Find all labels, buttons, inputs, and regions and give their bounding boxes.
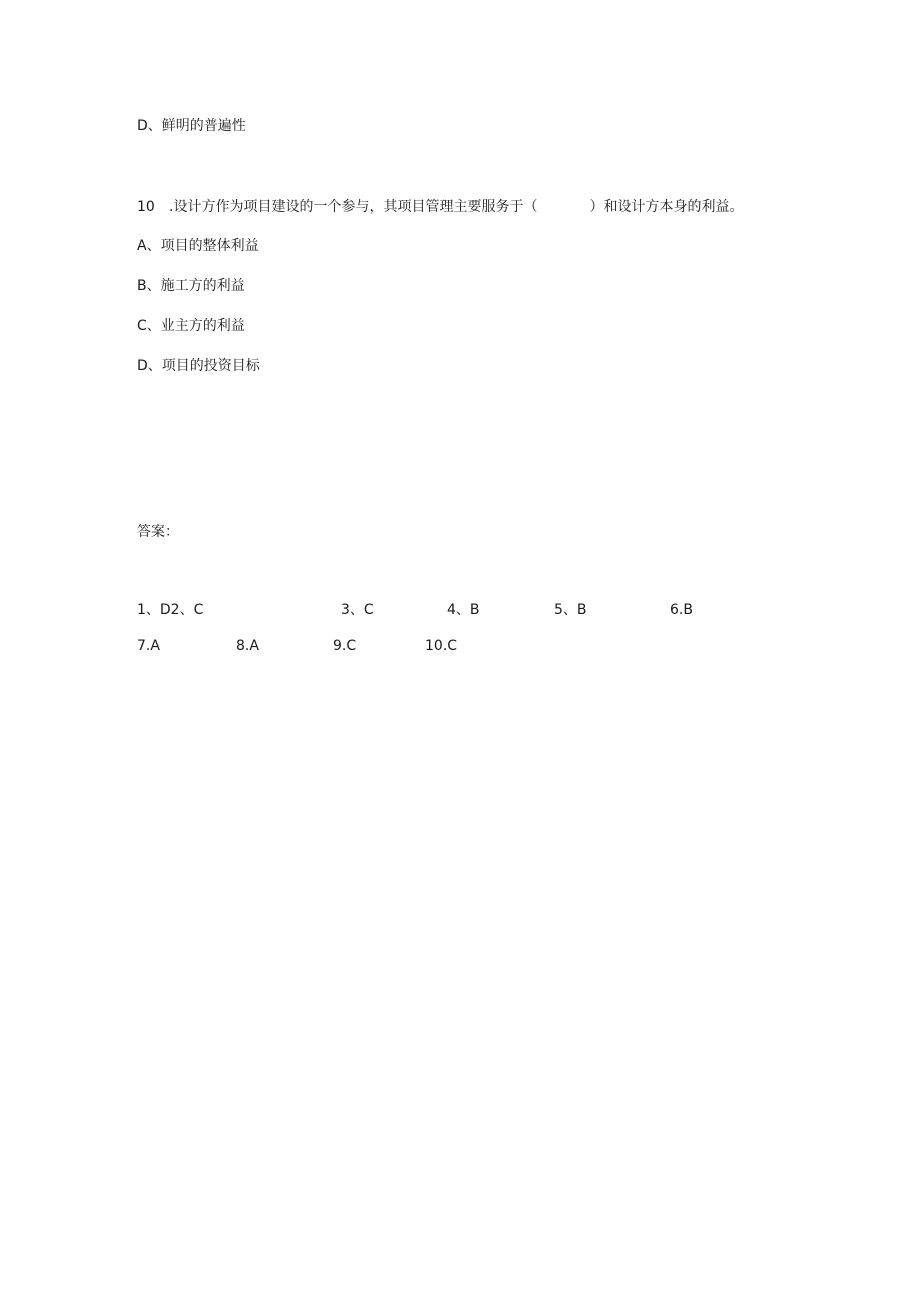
question-10-option-d: D、项目的投资目标 — [137, 358, 260, 374]
answer-item: 3、C — [341, 602, 374, 618]
answer-item: 6.B — [670, 602, 693, 618]
answer-item: 1、D2、C — [137, 602, 204, 618]
answer-item: 10.C — [425, 638, 458, 654]
answer-item: 8.A — [236, 638, 259, 654]
answer-item: 7.A — [137, 638, 160, 654]
question-number: 10 — [137, 199, 155, 215]
answer-item: 5、B — [554, 602, 587, 618]
question-text-after: ）和设计方本身的利益。 — [589, 199, 744, 215]
answers-heading: 答案： — [137, 524, 179, 540]
answer-item: 9.C — [333, 638, 357, 654]
question-10-option-b: B、施工方的利益 — [137, 278, 245, 294]
question-10-stem — [137, 198, 743, 216]
question-10-option-c: C、业主方的利益 — [137, 318, 245, 334]
question-text-before: .设计方作为项目建设的一个参与，其项目管理主要服务于（ — [169, 199, 538, 215]
prev-question-option-d: D、鲜明的普遍性 — [137, 118, 246, 134]
question-10-option-a: A、项目的整体利益 — [137, 238, 259, 254]
answer-item: 4、B — [447, 602, 480, 618]
